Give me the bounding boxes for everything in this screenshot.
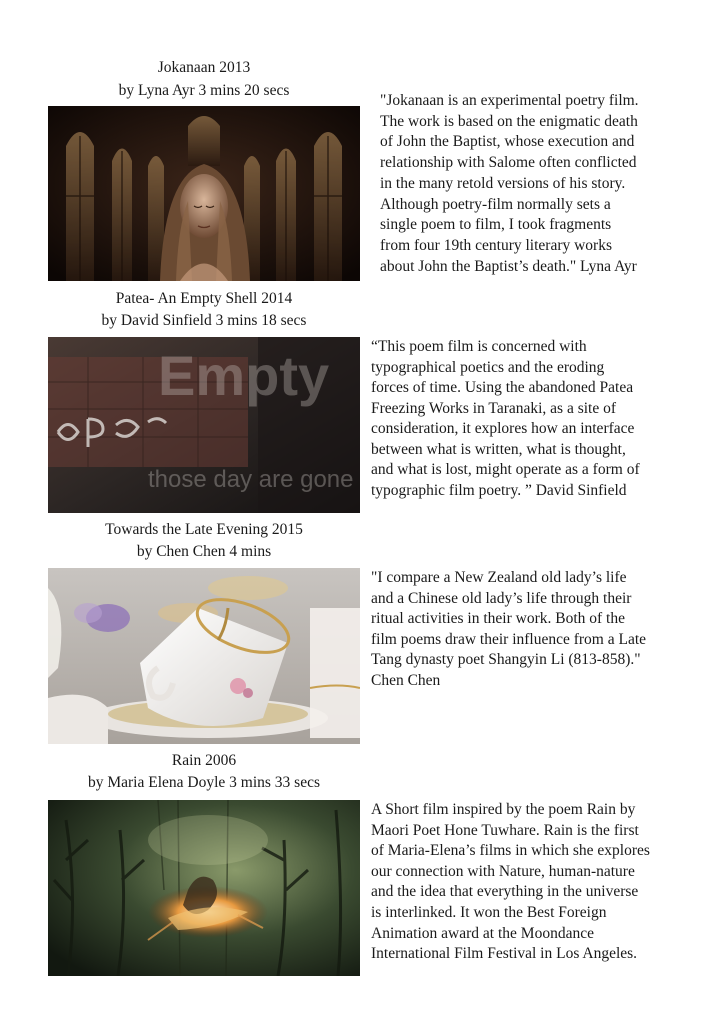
film-title: Patea- An Empty Shell 2014 xyxy=(115,290,293,307)
film-byline: by Lyna Ayr 3 mins 20 secs xyxy=(118,82,290,99)
film-byline: by David Sinfield 3 mins 18 secs xyxy=(101,312,307,329)
film-heading xyxy=(48,288,360,332)
film-still-image xyxy=(48,800,360,976)
film-heading xyxy=(48,750,360,794)
film-still-image xyxy=(48,568,360,744)
film-still-image xyxy=(48,106,360,281)
film-description: A Short film inspired by the poem Rain by Maori Poet Hone Tuwhare. Rain is the first of Maria-Elena’s films in which she explores our connection with Nature, human-nature and the idea that everything in the universe is interlinked. It won the Best Foreign Animation award at the Moondance International Film Festival in Los Angeles. xyxy=(371,801,650,963)
film-still-image xyxy=(48,337,360,513)
film-description: "Jokanaan is an experimental poetry film. The work is based on the enigmatic death of John the Baptist, whose execution and relationship with Salome often conflicted in the many retold versions of his story. Although poetry-film normally sets a single poem to film, I took fragments from four 19th century literary works about John the Baptist’s death." Lyna Ayr xyxy=(380,92,639,275)
film-still-rain xyxy=(48,800,360,976)
film-title: Jokanaan 2013 xyxy=(157,59,251,76)
film-title: Rain 2006 xyxy=(171,752,237,769)
film-title: Towards the Late Evening 2015 xyxy=(105,521,303,538)
film-byline: by Chen Chen 4 mins xyxy=(136,543,272,560)
film-heading xyxy=(48,519,360,563)
film-still-patea xyxy=(48,337,360,513)
film-description: “This poem film is concerned with typographical poetics and the eroding forces of time. Using the abandoned Patea Freezing Works in Taranaki, as a site of consideration, it explores how an interface between what is written, what is thought, and what is lost, might operate as a form of typographic film poetry. ” David Sinfield xyxy=(371,338,640,499)
film-still-overlay-word: Empty xyxy=(158,344,330,407)
film-byline: by Maria Elena Doyle 3 mins 33 secs xyxy=(87,774,320,791)
film-heading xyxy=(48,57,360,102)
film-description: "I compare a New Zealand old lady’s life and a Chinese old lady’s life through their ritual activities in their work. Both of the film poems draw their influence from a Late Tang dynasty poet Shangyin Li (813-858)." Chen Chen xyxy=(371,569,647,689)
film-still-overlay-phrase: those day are gone xyxy=(148,466,354,493)
film-still-jokanaan xyxy=(48,106,360,281)
film-still-late-evening xyxy=(48,568,360,744)
